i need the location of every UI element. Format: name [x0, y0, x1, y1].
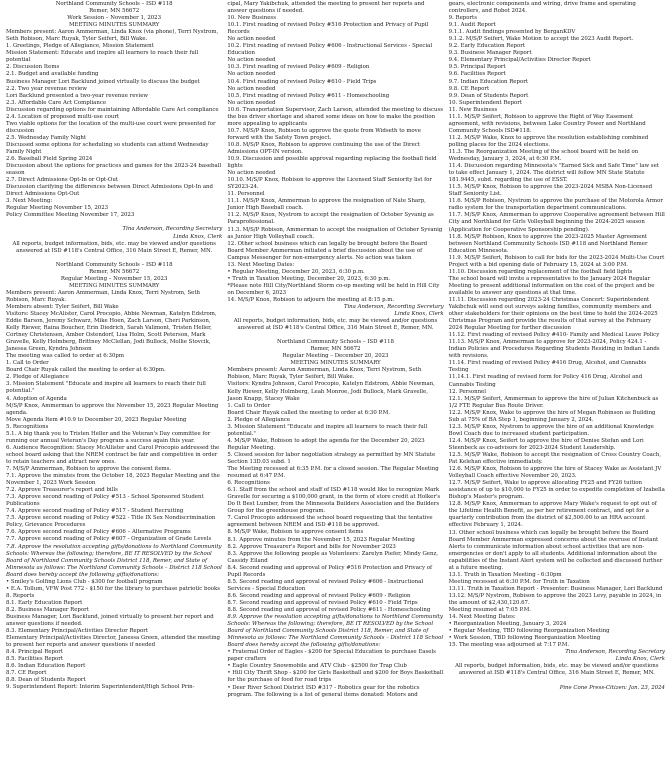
- minutes-paragraph: 9.1.1. Audit findings presented by BerganKDV: [448, 29, 576, 36]
- minutes-paragraph: 11.9. M/S/P Seifert, Robison to call for bids for the 2023-2024 Multi-Use Court Project with a bid opening date of February 15, 2024 at 3:00 P.M.: [448, 254, 665, 268]
- minutes-paragraph: 13.12. M/S/P Nystrom, Robison to approve the 2023 Levy, payable in 2024, in the amount of $2,430,120.67.: [448, 592, 662, 606]
- minutes-paragraph: • Smiley's Golfing Lions Club - $300 for football program: [6, 578, 163, 585]
- minutes-paragraph: 8.4. Second reading and approval of Policy #516 Protection and Privacy of Pupil Records: [227, 564, 432, 578]
- minutes-paragraph: 8.3. Elementary Principal/Activities Director Report: [6, 628, 149, 635]
- minutes-paragraph: 10.2. First reading of revised Policy #606 - Instructional Services - Special Education: [227, 43, 433, 57]
- minutes-paragraph: 11. Personnel: [227, 191, 265, 198]
- minutes-paragraph: 9.2. Early Education Report: [448, 43, 525, 50]
- minutes-paragraph: Business Manager, Lori Backlund, joined virtually to present her report and answer questions if needed.: [6, 613, 214, 628]
- minutes-paragraph: 7.6. Approve second reading of Policy #606 – Alternative Programs: [6, 529, 191, 536]
- minutes-paragraph: 10.1. First reading of revised Policy #516 Protection and Privacy of Pupil Records: [227, 22, 429, 36]
- minutes-paragraph: 11.8. M/S/P Robison, Knox to approve the 2023-2025 Master Agreement between Northland Community Schools ISD #118 and Northland Remer Education Minnesota.: [448, 233, 648, 254]
- minutes-paragraph: 12.5. M/S/P Wake, Robison to accept the resignation of Cross Country Coach, Pat Kelehan effective immediately.: [448, 452, 662, 466]
- spacer: [449, 678, 665, 685]
- minutes-paragraph: Members present: Aaron Ammerman, Linda Knox (via phone), Terri Nystrom, Seth Robison, Marc Ruyak, Tyler Seifert, Bill Wake.: [6, 29, 219, 43]
- minutes-paragraph: 2.4. Location of proposed multi-use court: [6, 113, 120, 120]
- minutes-paragraph: 5.1. A big thank you to Tristen Heller and the Veteran's Day committee for running our annual Veteran's Day program a success again this year.: [6, 430, 211, 444]
- minutes-paragraph: 11.3. M/S/P Robison, Ammerman to accept the resignation of October Syvanig as Junior High Volleyball coach.: [227, 226, 443, 240]
- minutes-paragraph: 11.12. First reading of revised Policy #410- Family and Medical Leave Policy: [448, 332, 660, 339]
- minutes-paragraph: 11.2. M/S/P Wake, Knox to approve the resolution establishing combined polling places for the 2024 elections.: [448, 134, 649, 148]
- minutes-paragraph: Board Chair Ruyak called the meeting to order at 6:30pm.: [6, 367, 166, 374]
- minutes-paragraph: Meeting recessed at 6:30 P.M. for Truth in Taxation: [448, 578, 590, 585]
- minutes-paragraph: Business Manager Lori Backlund joined virtually to discuss the budget: [6, 78, 200, 85]
- minutes-paragraph: The Meeting recessed at 6:35 P.M. for a closed session. The Regular Meeting resumed at 6:47 P.M.: [227, 466, 439, 480]
- minutes-paragraph: 13.1. Truth in Taxation Meeting - 6:30pm: [448, 571, 562, 578]
- minutes-paragraph: 9.5. Principal Report: [448, 64, 506, 71]
- minutes-paragraph: 10.8. M/S/P Knox, Robison to approve continuing the use of the Direct Admissions OPT-IN version.: [227, 141, 420, 155]
- minutes-paragraph: 7.1. Approve the minutes from the October 18, 2023 Regular Meeting and the November 1, 2023 Work Session: [6, 473, 220, 487]
- minutes-paragraph: 12.4. M/S/P Knox, Seifert to approve the hire of Denise Stefan and Lori Steenbeck as co-advisors for 2023-2024 Student Leadership.: [448, 437, 644, 451]
- minutes-paragraph: gears, electronic components and wiring, drive frame and operating controllers, and Robot 2024.: [448, 1, 636, 15]
- minutes-paragraph: 10. New Business: [227, 15, 276, 22]
- minutes-paragraph: 3. Mission Statement "Educate and inspire all learners to reach their full potential.": [6, 381, 206, 395]
- minutes-paragraph: • Reorganization Meeting, January 3, 2024: [448, 621, 567, 628]
- minutes-paragraph: 9.8. CE Report: [448, 85, 490, 92]
- minutes-paragraph: Discussion regarding options for maintaining Affordable Care Act compliance: [6, 106, 219, 113]
- minutes-paragraph: Move Agenda Item #10.9 to December 20, 2023 Regular Meeting: [6, 416, 187, 423]
- minutes-paragraph: Regular Meeting November 15, 2023: [6, 205, 109, 212]
- minutes-paragraph: 7.8. Approve the resolution accepting gifts/donations to Northland Community Schools: Whereas the following; therefore, BE IT RESOLVED by the School Board of Northland Community Schools District 118, Remer, and State of Minnesota as follows: The Northland Community Schools – District 118 School Board does hereby accept the following gifts/donations:: [6, 543, 222, 578]
- minutes-paragraph: 11.6. M/S/P Robison, Nystrom to approve the purchase of the Motorola Armor radio system for the transportation department communications.: [448, 198, 663, 212]
- minutes-paragraph: Work Session – November 1, 2023: [67, 15, 162, 22]
- minutes-paragraph: • Eagle Country Snowmobile and ATV Club - $2500 for Trap Club: [227, 663, 407, 670]
- minutes-paragraph: 12.7. M/S/P Seifert, Wake to approve allocating FY25 and FY26 tuition assistance of up to $10,000 to FY25 in order to expedite completion of Izabella Bishop's Master's program.: [448, 480, 665, 501]
- minutes-paragraph: *Please note Hill City/Northland Storm co-op meeting will be held in Hill City on December 6, 2023: [227, 282, 440, 296]
- minutes-paragraph: All reports, budget information, bids, etc. may be viewed and/or questions answered at ISD #118's Central Office, 316 Main Street E, Remer, MN.: [455, 663, 659, 677]
- minutes-paragraph: 2.1. Budget and available funding: [6, 71, 99, 78]
- minutes-paragraph: Northland Community Schools – ISD #118: [55, 261, 173, 268]
- minutes-paragraph: Board Chair Ruyak called the meeting to order at 6:30 P.M.: [227, 409, 390, 416]
- minutes-paragraph: 6.1. Staff from the school and staff of ISD #118 would like to recognize Mark Gravelle for securing a $100,000 grant, in the form of store credit at Holker's Do It Best Lumber, from the Minnesota Builders Association and the Builders Group for the greenhouse program.: [227, 487, 441, 515]
- minutes-paragraph: 8.5. Second reading and approval of revised Policy #606 - Instructional Services - Special Education: [227, 578, 424, 592]
- minutes-paragraph: • Deer River School District ISD #317 - Robotics gear for the robotics program. The following is a list of general items donated: Motors and: [227, 684, 420, 698]
- minutes-paragraph: Tina Anderson, Recording Secretary: [122, 226, 223, 233]
- minutes-paragraph: 10.9. Discussion and possible approval regarding replacing the football field lights: [227, 156, 437, 170]
- minutes-paragraph: 5. Closed session for labor negotiation strategy as permitted by MN Statute Section 13D.03 subd. 1: [227, 451, 436, 465]
- minutes-paragraph: The school board will invite a representative to the January 2024 Regular Meeting to present additional information on the cost of the project and be available to answer any questions at that time.: [448, 275, 655, 296]
- minutes-paragraph: 1. Call to Order: [6, 360, 49, 367]
- minutes-paragraph: • Regular Meeting, December 20, 2023, 6:30 p.m.: [227, 268, 365, 275]
- minutes-paragraph: Policy Committee Meeting November 17, 2023: [6, 212, 135, 219]
- minutes-paragraph: Tina Anderson, Recording Secretary: [343, 304, 444, 311]
- minutes-paragraph: Members absent: Tyler Seifert, Bill Wake: [6, 303, 119, 310]
- minutes-paragraph: 6. Audience Recognition: Stacey McAllister and Carol Procopio addressed the school board asking that the NREM contract be fair and competitive in order to retain teachers and attract new ones.: [6, 444, 220, 465]
- minutes-paragraph: Discussed some options for scheduling so students can attend Wednesday Family Night: [6, 141, 209, 155]
- minutes-paragraph: Elementary Principal/Activities Director, Janessa Green, attended the meeting to present her reports and answer questions if needed: [6, 635, 220, 649]
- minutes-paragraph: 7.7. Approve second reading of Policy #607 - Organization of Grade Levels: [6, 536, 212, 543]
- minutes-paragraph: 8.8. Second reading and approval of revised Policy #611 - Homeschooling: [227, 606, 431, 613]
- minutes-paragraph: 10. Superintendent Report: [448, 99, 523, 106]
- minutes-paragraph: MEETING MINUTES SUMMARY: [290, 360, 381, 367]
- minutes-paragraph: 10.7. M/S/P Knox, Robison to approve the quote from Widseth to move forward with the Safety Town project.: [227, 127, 421, 141]
- minutes-paragraph: 10.3. First reading of revised Policy #609 - Religion: [227, 64, 370, 71]
- minutes-paragraph: All reports, budget information, bids, etc. may be viewed and/or questions answered at ISD #118's Central Office, 316 Main Street E, Remer, MN.: [12, 240, 216, 254]
- minutes-paragraph: • Truth in Taxation Meeting, December 20, 2023, 6:30 p.m.: [227, 275, 391, 282]
- minutes-paragraph: No action needed: [227, 36, 276, 43]
- minutes-paragraph: Members present: Aaron Ammerman, Linda Knox, Terri Nystrom, Seth Robison, Marc Ruyak.: [6, 289, 200, 303]
- minutes-paragraph: No action needed: [227, 85, 276, 92]
- minutes-paragraph: 1. Greetings, Pledge of Allegiance, Mission Statement: [6, 43, 154, 50]
- minutes-paragraph: 11.1. M/S/P Seifert, Robison to approve the Right of Way Easement agreement, with revisions, between Lake Country Power and Northland Community Schools ISD#118.: [448, 113, 646, 134]
- minutes-paragraph: 10.6. Transportation Supervisor, Zach Larson, attended the meeting to discuss the bus driver shortage and shared some ideas on how to make the position more appealing to applicants: [227, 106, 444, 127]
- minutes-paragraph: 11.13. M/S/P Knox, Ammerman to approve for 2023-2024, Policy 424.1 - Indian Policies and Procedures Regarding Students Residing in Indian Lands with revisions.: [448, 339, 660, 360]
- spacer: [6, 255, 222, 262]
- minutes-paragraph: 12.8. M/S/P Knox, Ammerman to approve Mary Wake's request to opt out of the Lifetime Health Benefit, as per her retirement contract, and opt for a quarterly contribution from the district of $2,500.00 to an HRA account effective February 1, 2024.: [448, 501, 657, 529]
- minutes-paragraph: 13. Next Meeting Dates:: [227, 261, 295, 268]
- minutes-paragraph: MEETING MINUTES SUMMARY: [69, 22, 160, 29]
- minutes-paragraph: 8.7. Second reading and approval of revised Policy #610 - Field Trips: [227, 599, 418, 606]
- minutes-paragraph: • Hill City Thrift Shop - $200 for Girls Basketball and $200 for Boys Basketball for the purchase of food for road trips: [227, 670, 444, 684]
- minutes-paragraph: 9.4. Elementary Principal/Activities Director Report: [448, 57, 591, 64]
- minutes-paragraph: 2.7. Direct Admissions Opt-In or Opt-Out: [6, 177, 118, 184]
- minutes-paragraph: 8.6. Second reading and approval of revised Policy #609 - Religion: [227, 592, 411, 599]
- minutes-paragraph: 10.4. First reading of revised Policy #610 - Field Trips: [227, 78, 377, 85]
- minutes-paragraph: 13.11. Truth in Taxation Report - Presenter: Business Manager, Lori Backlund: [448, 585, 663, 592]
- minutes-paragraph: 7.2. Approve Treasurer's report and bills: [6, 487, 118, 494]
- minutes-paragraph: 7. M/S/P Ammerman, Robison to approve the consent items.: [6, 466, 172, 472]
- minutes-paragraph: 8.6. Indian Education Report: [6, 663, 86, 670]
- minutes-paragraph: 11.11. Discussion regarding 2023-24 Christmas Concert: Superintendent Yakibchuk will send out surveys asking families, community members and other stakeholders for their opinions on the best time to hold the 2024-2025 Christmas Program and provide the results of that survey at the February 2024 Regular Meeting for further discussion: [448, 296, 658, 332]
- minutes-paragraph: Tina Anderson, Recording Secretary: [565, 649, 665, 656]
- minutes-paragraph: 2. Discussion Items: [6, 64, 60, 71]
- minutes-paragraph: 8.4. Principal Report: [6, 649, 63, 656]
- minutes-paragraph: 12.6. M/S/P Knox, Robison to approve the hire of Stacey Wake as Assistant JV Volleyball Coach effective November 20, 2023.: [448, 466, 662, 480]
- minutes-paragraph: Remer, MN 56672: [89, 268, 140, 275]
- minutes-paragraph: 9.7. Indian Education Report: [448, 78, 528, 85]
- minutes-paragraph: 12.2. M/S/P Knox, Wake to approve the hire of Megan Robinson as Building Sub at 75% of BA Step 1, beginning January 2, 2024.: [448, 409, 656, 423]
- minutes-paragraph: 11.7. M/S/P Knox, Ammerman to approve Cooperative agreement between Hill City and Northland for Girls Volleyball beginning the 2024-2025 season (Application for Cooperative Sponsorship pending).: [448, 212, 665, 233]
- minutes-paragraph: 9.1. Audit Report: [448, 22, 496, 29]
- spacer: [227, 332, 443, 339]
- minutes-paragraph: • Fraternal Order of Eagles - $200 for Special Education to purchase Easels paper crafters: [227, 649, 436, 663]
- minutes-paragraph: Northland Community Schools – ISD #118: [277, 339, 394, 346]
- minutes-paragraph: Visitors: Stacey McAlister, Carol Procopio, Abbie Newman, Katelyn Edstrom, Eddie Barson, Jeremy Schwarz, Mike Hoen, Zach Larson, Cheri Parkinson, Kelly Riewer, Raina Boucher, Erin Diedrich, Sarah Valimont, Tristen Heller, Cortney Christensen, Amber Ostendorf, Lisa Holm, Scott Peterson, Mark Gravelle, Kelly Holmberg, Brittney McClellan, Jodi Bullock, Mollie Stovcik, Janessa Green, Kyndra Johnson: [6, 310, 217, 353]
- minutes-paragraph: 8.7. CE Report: [6, 670, 47, 677]
- minutes-paragraph: 4. M/S/P Wake, Robison to adopt the agenda for the December 20, 2023 Regular Meeting.: [227, 437, 425, 451]
- minutes-paragraph: 14. Next Meeting Dates:: [448, 614, 516, 621]
- minutes-paragraph: Regular Meeting – November 15, 2023: [60, 275, 168, 282]
- minutes-paragraph: 8.8. Dean of Students Report: [6, 677, 86, 684]
- minutes-paragraph: No action needed: [227, 99, 276, 106]
- minutes-paragraph: 10.5. First reading of revised Policy #611 - Homeschooling: [227, 92, 390, 99]
- minutes-paragraph: 9. Superintendent Report: Interim Superintendent/High School Prin-: [6, 684, 195, 691]
- minutes-paragraph: 7.3. Approve second reading of Policy #513 - School Sponsored Student Publications: [6, 494, 204, 508]
- minutes-paragraph: The meeting was called to order at 6:30pm: [6, 353, 124, 360]
- minutes-paragraph: All reports, budget information, bids, etc. may be viewed and/or questions answered at ISD #118's Central Office, 316 Main Street E, Remer, MN.: [233, 318, 438, 332]
- minutes-paragraph: Linda Knox, Clerk: [173, 233, 223, 240]
- minutes-paragraph: 11. New Business: [448, 106, 498, 113]
- minutes-paragraph: Meeting resumed at 7:05 P.M.: [448, 607, 531, 614]
- minutes-paragraph: 5. Recognitions: [6, 423, 49, 430]
- minutes-paragraph: 2. Pledge of Allegiance: [227, 416, 291, 423]
- minutes-paragraph: 3. Mission Statement "Educate and inspire all learners to reach their full potential.": [227, 423, 428, 437]
- minutes-paragraph: 1. Call to Order: [227, 402, 271, 409]
- minutes-paragraph: 12. Personnel: [448, 388, 486, 395]
- minutes-paragraph: 9.9. Dean of Students Report: [448, 92, 529, 99]
- column-1: [4, 1, 224, 774]
- minutes-paragraph: 8.1. Approve minutes from the November 15, 2023 Regular Meeting: [227, 536, 415, 543]
- minutes-paragraph: Board Member Ammerman initiated a brief discussion about the use of Campus Messenger for non-emergency alerts. No action was taken: [227, 247, 423, 261]
- minutes-paragraph: 9.1.2. M/S/P Seifert, Wake Motion to accept the 2023 Audit Report.: [448, 36, 634, 43]
- minutes-paragraph: Lori Backlund presented a two-year revenue review: [6, 92, 149, 99]
- minutes-paragraph: 7.4. Approve second reading of Policy #517 - Student Recruiting: [6, 508, 184, 515]
- minutes-paragraph: 11.5. M/S/P Knox, Robison to approve the 2023-2024 MSBA Non-Licensed Staff Seniority List.: [448, 184, 653, 198]
- minutes-paragraph: 8. M/S/P Wake, Robison to approve consent items: [227, 529, 364, 536]
- minutes-paragraph: • Regular Meeting, TBD following Reorganization Meeting: [448, 628, 610, 635]
- minutes-paragraph: No action needed: [227, 57, 276, 64]
- minutes-paragraph: 2. Pledge of Allegiance: [6, 374, 69, 381]
- minutes-paragraph: 11.14. First reading of revised Policy #416 Drug, Alcohol, and Cannabis Testing: [448, 360, 647, 374]
- minutes-paragraph: 11.2. M/S/P Knox, Nystrom to accept the resignation of October Syvanig as Paraprofessional.: [227, 212, 434, 226]
- minutes-paragraph: 11.3. The Reorganization Meeting of the school board will be held on Wednesday, January 3, 2024, at 6:30 P.M.: [448, 148, 639, 163]
- minutes-paragraph: 7. Carol Procopio addressed the school board requesting that the tentative agreement between NREM and ISD #118 be approved.: [227, 515, 433, 529]
- minutes-paragraph: 15. The meeting was adjourned at 7:17 P.M.: [448, 642, 570, 649]
- minutes-paragraph: Board Member Ammerman expressed concerns about the overuse of Instant Alerts to communicate information about school activities that are non-emergencies or don't apply to all students. Additional information about the capabilities of the Instant Alert system will be collected and discussed further at a future meeting.: [448, 536, 663, 571]
- minutes-paragraph: 2.2. Two year revenue review: [6, 85, 87, 92]
- minutes-paragraph: 9.6. Facilities Report: [448, 71, 506, 78]
- minutes-paragraph: 8.2. Approve Treasurer's Report and bills for November 2023: [227, 543, 396, 550]
- minutes-paragraph: Mission Statement: Educate and inspire all learners to reach their full potential: [6, 50, 199, 64]
- minutes-paragraph: No action needed: [227, 71, 276, 78]
- minutes-paragraph: 11.10. Discussion regarding replacement of the football field lights: [448, 268, 633, 275]
- minutes-paragraph: Two viable options for the location of the multi-use court were presented for discussion: [6, 120, 216, 134]
- minutes-paragraph: Members present: Aaron Ammerman, Linda Knox, Terri Nystrom, Seth Robison, Marc Ruyak, Tyler Seifert, Bill Wake.: [227, 367, 422, 381]
- minutes-paragraph: 14. M/S/P Knox, Robison to adjourn the meeting at 8:15 p.m.: [227, 296, 395, 303]
- minutes-paragraph: MEETING MINUTES SUMMARY: [69, 282, 160, 289]
- minutes-paragraph: Remer, MN 56672: [89, 8, 140, 15]
- minutes-paragraph: 9. Reports: [448, 15, 477, 22]
- minutes-paragraph: 4. Adoption of Agenda: [6, 395, 67, 402]
- minutes-paragraph: 12.1. M/S/P Seifert, Ammerman to approve the hire of Julian Kitchenbuck as 1/2 FTE Regular Bus Route Driver.: [448, 395, 659, 409]
- minutes-paragraph: 8.5. Facilities Report: [6, 656, 64, 663]
- minutes-paragraph: 12. Other school business which can legally be brought before the Board: [227, 240, 428, 247]
- column-2: [225, 1, 445, 774]
- minutes-paragraph: 2.3. Affordable Care Act Compliance: [6, 99, 107, 106]
- minutes-paragraph: Visitors: Kyndra Johnson, Carol Procopio, Katelyn Edstrom, Abbie Newman, Kelly Riewer, Kelly Holmberg, Leah Monroe, Jodi Bullock, Mark Gravelle, Jason Knapp, Stacey Wake: [227, 381, 435, 402]
- minutes-paragraph: 8.1. Early Education Report: [6, 599, 83, 606]
- minutes-paragraph: Regular Meeting – December 20, 2023: [282, 353, 389, 360]
- minutes-paragraph: 12.3. M/S/P Knox, Nystrom to approve the hire of an additional Knowledge Bowl Coach due to increased student participation.: [448, 423, 654, 437]
- spacer: [6, 219, 222, 226]
- column-3: [447, 1, 667, 774]
- minutes-paragraph: 8. Reports: [6, 592, 35, 599]
- minutes-paragraph: 7.5. Approve second reading of Policy #522 - Title IX Sex Nondiscrimination Policy, Grievance Procedures: [6, 515, 216, 529]
- minutes-paragraph: • Work Session, TBD following Reorganization Meeting: [448, 635, 601, 642]
- minutes-paragraph: Remer, MN 56672: [310, 346, 361, 353]
- minutes-paragraph: No action needed: [227, 170, 276, 177]
- minutes-paragraph: 13. Other school business which can legally be brought before the Board: [448, 529, 649, 536]
- minutes-paragraph: 11.14.1. First reading of revised form for Policy 416 Drug, Alcohol and Cannabis Testing: [448, 374, 643, 388]
- minutes-paragraph: 9.3. Business Manager Report: [448, 50, 532, 57]
- minutes-paragraph: 8.2. Business Manager Report: [6, 606, 89, 613]
- minutes-paragraph: Northland Community Schools – ISD #118: [55, 1, 173, 7]
- minutes-paragraph: 8.9. Approve the resolution accepting gifts/donations to Northland Community Schools: Whereas the following; therefore, BE IT RESOLVED by the School Board of Northland Community Schools District 118, Remer, and State of Minnesota as follows: The Northland Community Schools – District 118 School Board does hereby accept the following gifts/donations:: [227, 614, 444, 649]
- minutes-paragraph: 2.5. Wednesday Family Night: [6, 134, 87, 141]
- minutes-paragraph: 3. Next Meeting:: [6, 198, 53, 205]
- minutes-paragraph: 10.10. M/S/P Knox, Robison to approve the Licensed Staff Seniority list for SY2023-24.: [227, 177, 432, 191]
- minutes-paragraph: Linda Knox, Clerk: [394, 311, 444, 318]
- minutes-paragraph: 11.1. M/S/P Knox, Ammerman to approve the resignation of Nate Sharp, Junior High Baseball coach.: [227, 198, 426, 212]
- minutes-paragraph: Linda Knox, Clerk: [615, 656, 665, 663]
- minutes-paragraph: cipal, Mary Yakibchuk, attended the meeting to present her reports and answer questions if needed.: [227, 1, 425, 15]
- minutes-paragraph: Discussion about the options for practices and games for the 2023-24 baseball season: [6, 163, 222, 177]
- minutes-paragraph: 8.3. Approve the following people as Volunteers: Zarelyn Piefer, Mindy Genz, Cassidy Eiland: [227, 550, 438, 564]
- minutes-paragraph: 6. Recognitions: [227, 480, 270, 487]
- minutes-paragraph: Pine Cone Press-Citizen: Jan. 23, 2024: [559, 684, 665, 691]
- minutes-paragraph: Discussion clarifying the differences between Direct Admissions Opt-In and Direct Admissions Opt-Out: [6, 184, 213, 198]
- minutes-paragraph: 11.4. Discussion regarding Minnesota's "Earned Sick and Safe Time" law set to take effect January 1, 2024. The district will follow MN State Statute 181.9445, subd. regarding the use of ESST.: [448, 163, 659, 184]
- minutes-paragraph: 2.6. Baseball Field Spring 2024: [6, 156, 93, 163]
- minutes-paragraph: M/S/P Knox, Ammerman to approve the November 15, 2023 Regular Meeting agenda.: [6, 402, 219, 416]
- minutes-paragraph: • E.A. Tollum, VFW Post 772 - $150 for the library to purchase patriotic books: [6, 585, 220, 592]
